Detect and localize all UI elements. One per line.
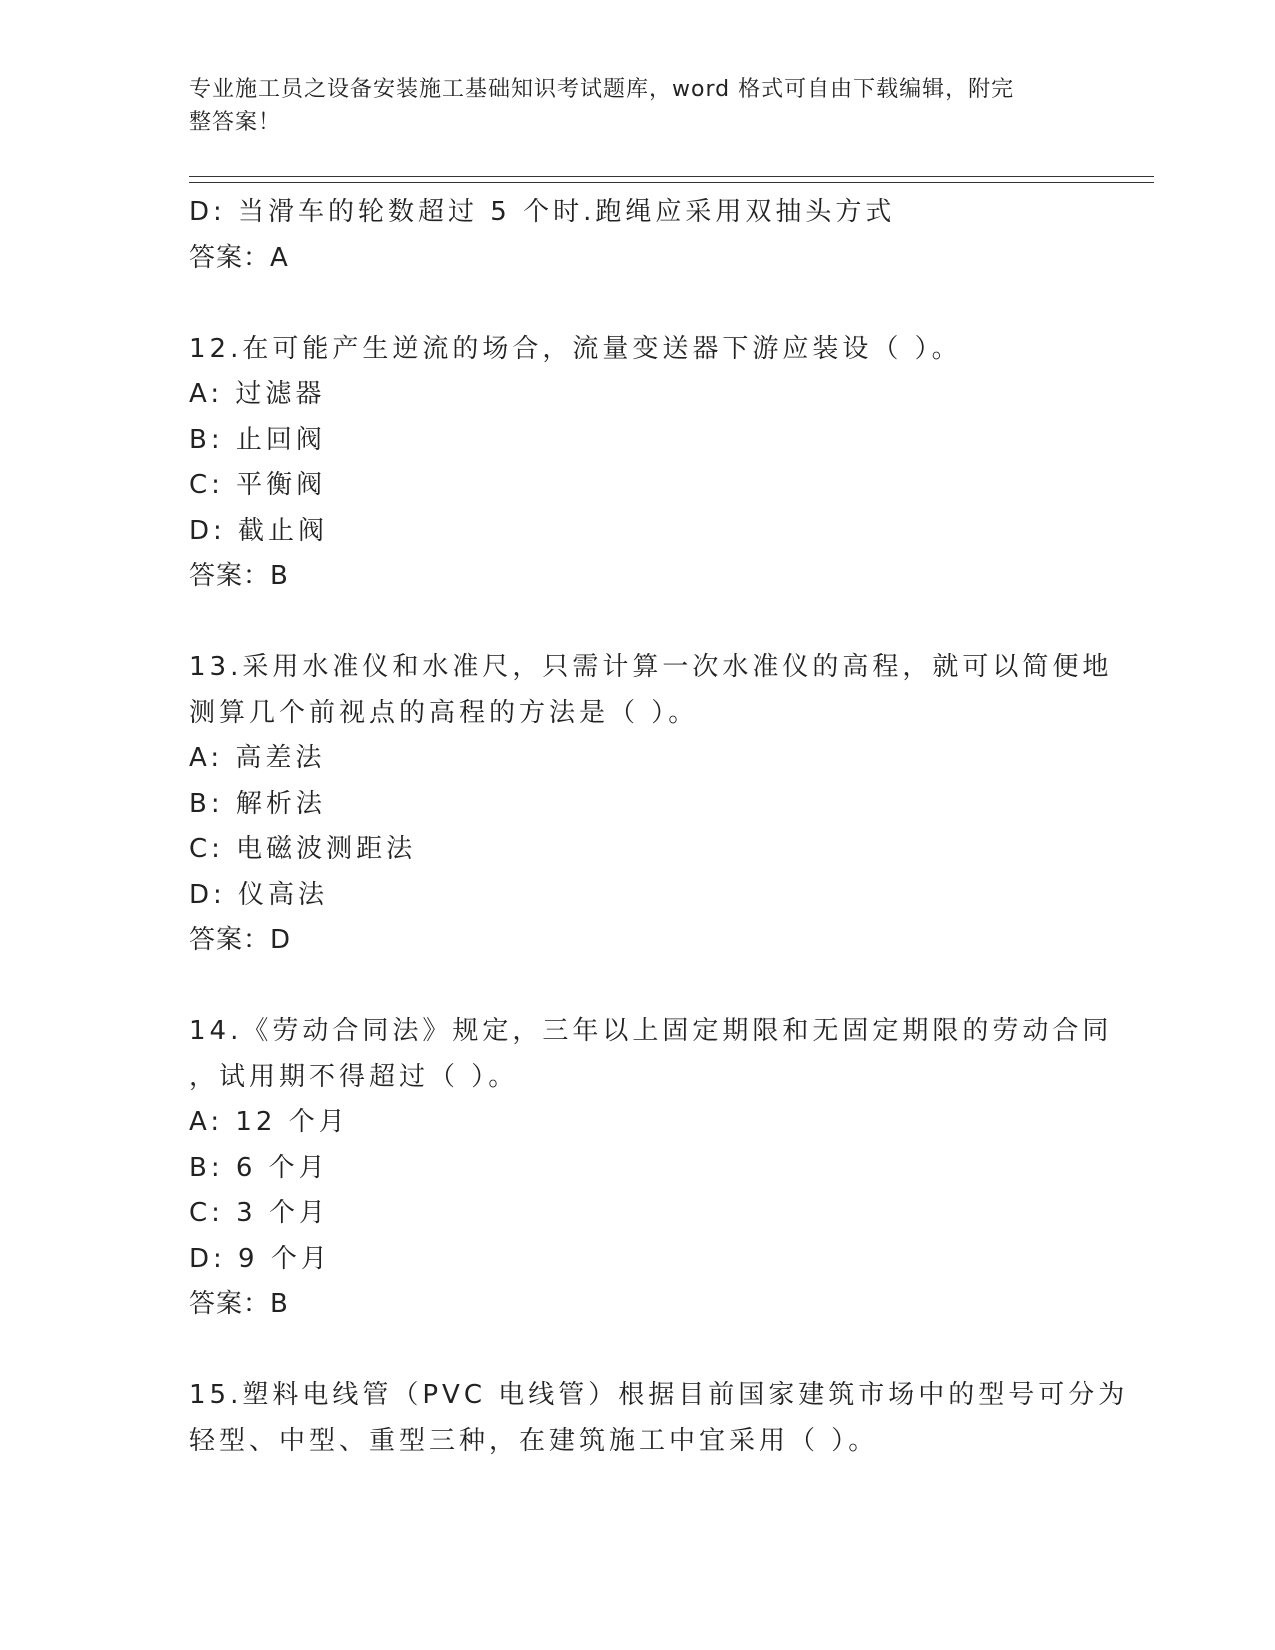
- document-body: [189, 190, 1129, 1464]
- question-12-option-d: D: 截止阀: [189, 515, 329, 546]
- question-12-option-b: B: 止回阀: [189, 424, 326, 455]
- question-14-answer: 答案：B: [189, 1289, 289, 1319]
- spacer: [189, 600, 1089, 646]
- question-13-option-a: A: 高差法: [189, 743, 326, 773]
- question-13-option-c: C: 电磁波测距法: [189, 834, 417, 864]
- question-14-option-a: A: 12 个月: [189, 1107, 349, 1137]
- question-15-stem-line-1: 15.塑料电线管（PVC 电线管）根据目前国家建筑市场中的型号可分为: [189, 1380, 1129, 1410]
- question-14-stem-line-2: ，试用期不得超过（ ）。: [189, 1061, 519, 1092]
- question-12-option-a: A: 过滤器: [189, 379, 326, 409]
- spacer: [189, 281, 1089, 327]
- question-13-option-d: D: 仪高法: [189, 879, 329, 910]
- question-13-option-b: B: 解析法: [189, 788, 326, 819]
- question-14-option-d: D: 9 个月: [189, 1243, 331, 1274]
- question-12-option-c: C: 平衡阀: [189, 470, 327, 500]
- question-13-stem-line-1: 13.采用水准仪和水准尺，只需计算一次水准仪的高程，就可以简便地: [189, 652, 1113, 682]
- document-header: [189, 73, 1089, 139]
- header-divider-top: [189, 176, 1154, 177]
- question-14-option-c: C: 3 个月: [189, 1198, 329, 1228]
- question-15-stem-line-2: 轻型、中型、重型三种，在建筑施工中宜采用（ ）。: [189, 1425, 879, 1456]
- question-14-option-b: B: 6 个月: [189, 1152, 329, 1183]
- header-line-2: 整答案！: [189, 110, 282, 135]
- question-14-stem-line-1: 14.《劳动合同法》规定，三年以上固定期限和无固定期限的劳动合同: [189, 1016, 1113, 1046]
- question-12-stem: 12.在可能产生逆流的场合，流量变送器下游应装设（ ）。: [189, 333, 962, 364]
- question-13-answer: 答案：D: [189, 925, 292, 955]
- spacer: [189, 964, 1089, 1010]
- option-d: D: 当滑车的轮数超过 5 个时.跑绳应采用双抽头方式: [189, 197, 896, 227]
- spacer: [189, 1328, 1089, 1374]
- answer-line: 答案：A: [189, 242, 289, 273]
- header-divider-bottom: [189, 182, 1154, 183]
- question-13-stem-line-2: 测算几个前视点的高程的方法是（ ）。: [189, 697, 699, 728]
- question-12-answer: 答案：B: [189, 561, 289, 591]
- header-line-1: 专业施工员之设备安装施工基础知识考试题库，word 格式可自由下载编辑，附完: [189, 77, 1015, 102]
